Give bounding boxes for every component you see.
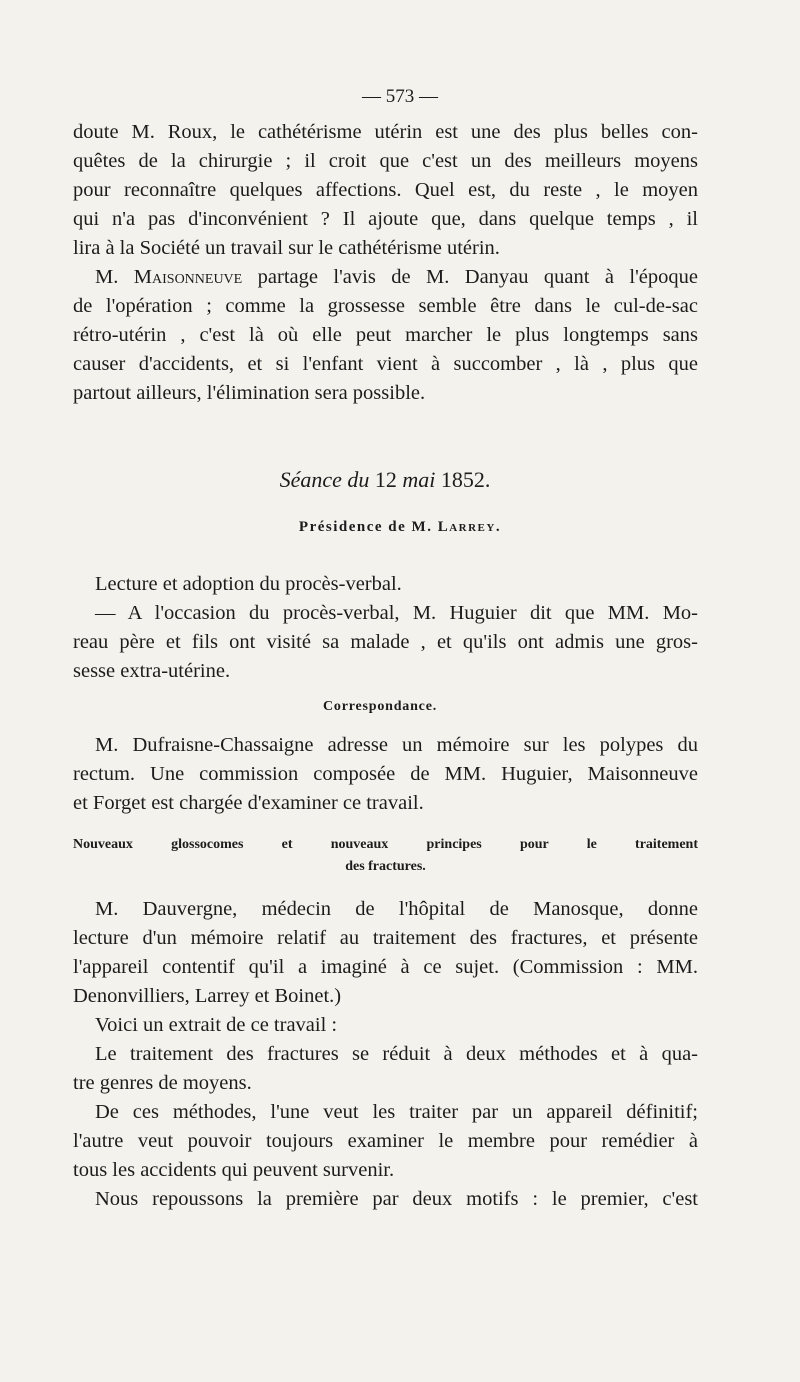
para6-line-2: lecture d'un mémoire relatif au traitement des fractures, et présente	[73, 927, 698, 949]
para10-line: Nous repoussons la première par deux motifs : le premier, c'est	[95, 1188, 698, 1210]
para9-line-3: tous les accidents qui peuvent survenir.	[73, 1159, 395, 1181]
seance-year: 1852.	[440, 467, 491, 492]
para8-line-2: tre genres de moyens.	[73, 1072, 252, 1094]
para3-line: Lecture et adoption du procès-verbal.	[95, 573, 402, 595]
para1-line-3: pour reconnaître quelques affections. Quel est, du reste , le moyen	[73, 179, 698, 201]
para7-line: Voici un extrait de ce travail :	[95, 1014, 338, 1036]
section-title-line-2: des fractures.	[345, 859, 426, 874]
para1-line-5: lira à la Société un travail sur le cathétérisme utérin.	[73, 237, 500, 259]
presidence-name: Larrey.	[437, 519, 502, 535]
section-title-line-1: Nouveaux glossocomes et nouveaux principes pour le traitement	[73, 837, 698, 852]
maisonneuve-name: Maisonneuve	[133, 266, 243, 288]
para4-line-2: reau père et fils ont visité sa malade , et qu'ils ont admis une gros-	[73, 631, 698, 653]
para6-line-1: M. Dauvergne, médecin de l'hôpital de Manosque, donne	[95, 898, 698, 920]
para5-line-3: et Forget est chargée d'examiner ce travail.	[73, 792, 424, 814]
para2-line-5: partout ailleurs, l'élimination sera possible.	[73, 382, 426, 404]
para2-first-rest: partage l'avis de M. Danyau quant à l'époque	[242, 266, 698, 288]
seance-day: 12	[374, 467, 397, 492]
para8-line-1: Le traitement des fractures se réduit à deux méthodes et à qua-	[95, 1043, 698, 1065]
para1-line-4: qui n'a pas d'inconvénient ? Il ajoute que, dans quelque temps , il	[73, 208, 698, 230]
para9-line-2: l'autre veut pouvoir toujours examiner le membre pour remédier à	[73, 1130, 698, 1152]
page-number: — 573 —	[362, 86, 438, 107]
para9-line-1: De ces méthodes, l'une veut les traiter par un appareil définitif;	[95, 1101, 698, 1123]
para2-line-4: causer d'accidents, et si l'enfant vient à succomber , là , plus que	[73, 353, 698, 375]
seance-mid: mai	[396, 467, 441, 492]
para2-line-1	[73, 263, 698, 292]
para2-line-3: rétro-utérin , c'est là où elle peut marcher le plus longtemps sans	[73, 324, 698, 346]
para1-line-1: doute M. Roux, le cathétérisme utérin est une des plus belles con-	[73, 121, 698, 143]
para6-line-4: Denonvilliers, Larrey et Boinet.)	[73, 985, 342, 1007]
para6-line-3: l'appareil contentif qu'il a imaginé à ce sujet. (Commission : MM.	[73, 956, 698, 978]
para1-line-2: quêtes de la chirurgie ; il croit que c'est un des meilleurs moyens	[73, 150, 698, 172]
seance-pre: Séance du	[279, 467, 375, 492]
para4-line-1: — A l'occasion du procès-verbal, M. Huguier dit que MM. Mo-	[95, 602, 698, 624]
seance-heading	[0, 467, 770, 493]
para5-line-1: M. Dufraisne-Chassaigne adresse un mémoire sur les polypes du	[95, 734, 698, 756]
para4-line-3: sesse extra-utérine.	[73, 660, 231, 682]
presidence-heading	[0, 519, 800, 536]
para2-prefix: M.	[95, 266, 134, 288]
para2-line-2: de l'opération ; comme la grossesse semble être dans le cul-de-sac	[73, 295, 698, 317]
presidence-pre: Présidence de M.	[298, 519, 438, 535]
correspondance-heading: Correspondance.	[322, 699, 438, 714]
para5-line-2: rectum. Une commission composée de MM. Huguier, Maisonneuve	[73, 763, 698, 785]
